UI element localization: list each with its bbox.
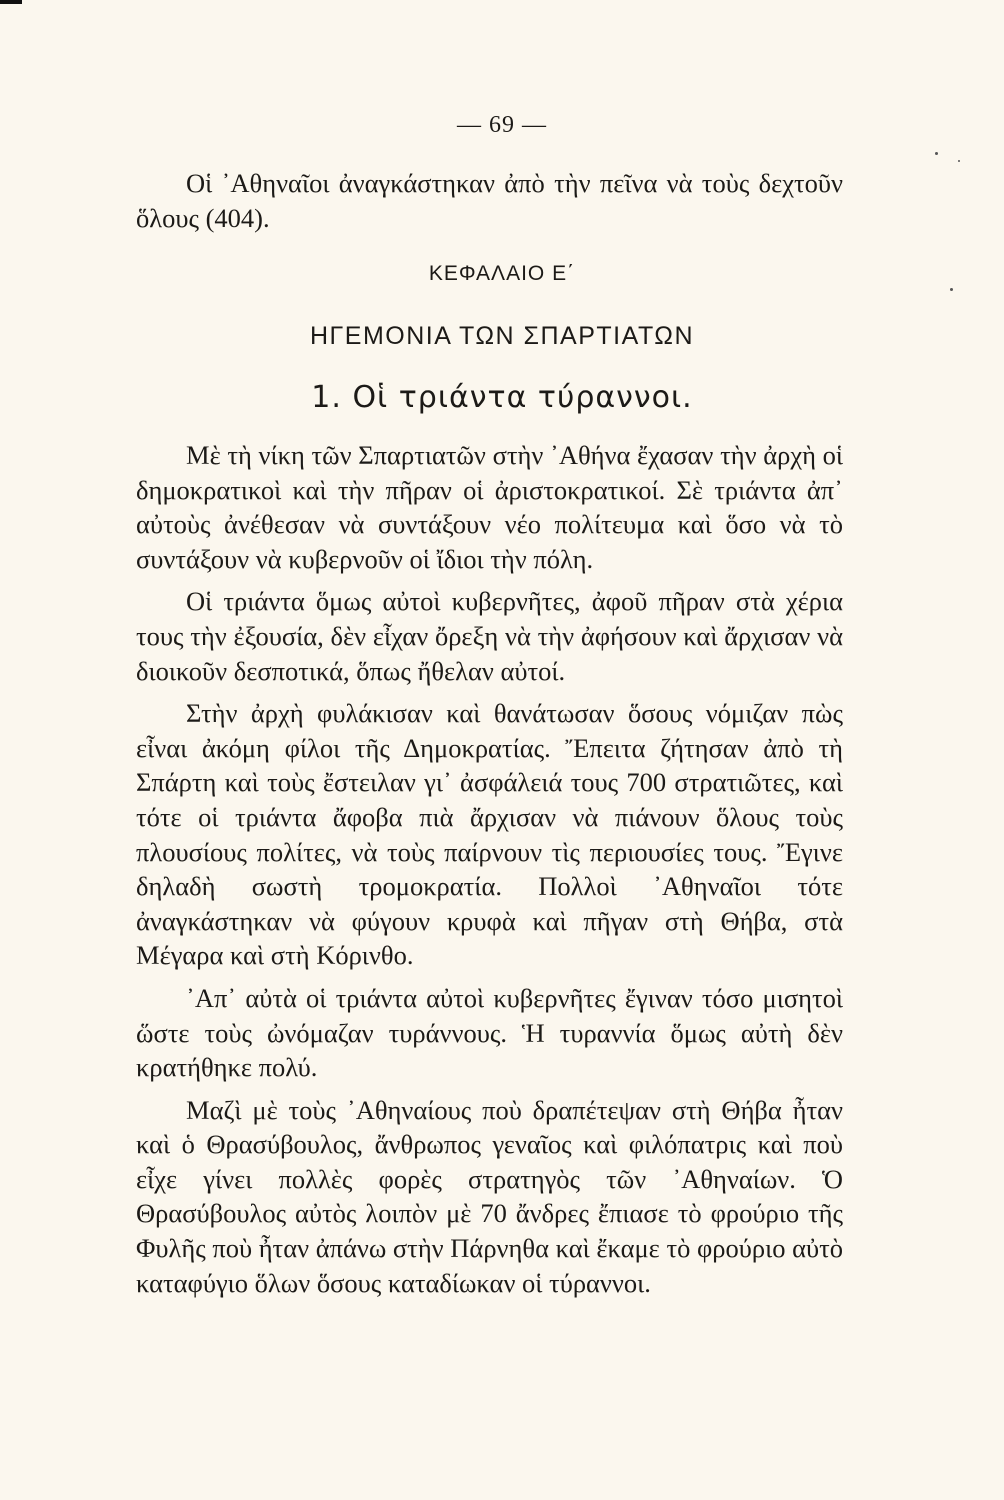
intro-block xyxy=(136,166,843,235)
chapter-heading: ΚΕΦΑΛΑΙΟ Ε΄ xyxy=(428,262,576,285)
scan-speck xyxy=(935,152,938,155)
body-text xyxy=(136,438,843,1300)
scan-edge-mark xyxy=(0,0,22,4)
paragraph: Οἱ τριάντα ὅμως αὐτοὶ κυβερνῆτες, ἀφοῦ πῆραν στὰ χέρια τους τὴν ἐξουσία, δὲν εἶχαν ὄρεξη νὰ τὴν ἀφήσουν καὶ ἄρχισαν νὰ διοικοῦν δεσποτικά, ὅπως ἤθελαν αὐτοί. xyxy=(136,586,843,686)
paragraph: Μαζὶ μὲ τοὺς ᾿Αθηναίους ποὺ δραπέτεψαν στὴ Θήβα ἦταν καὶ ὁ Θρασύβουλος, ἄνθρωπος γεναῖος καὶ φιλόπατρις καὶ ποὺ εἶχε γίνει πολλὲς φορὲς στρατηγὸς τῶν ᾿Αθηναίων. Ὁ Θρασύβουλος αὐτὸς λοιπὸν μὲ 70 ἄνδρες ἔπιασε τὸ φρούριο τῆς Φυλῆς ποὺ ἦταν ἀπάνω στὴν Πάρνηθα καὶ ἔκαμε τὸ φρούριο αὐτὸ καταφύγιο ὅλων ὅσους καταδίωκαν οἱ τύραννοι. xyxy=(136,1094,843,1298)
paragraph: ᾿Απ᾿ αὐτὰ οἱ τριάντα αὐτοὶ κυβερνῆτες ἔγιναν τόσο μισητοὶ ὥστε τοὺς ὠνόμαζαν τυράννους. Ἡ τυραννία ὅμως αὐτὴ δὲν κρατήθηκε πολύ. xyxy=(136,982,843,1083)
scan-speck xyxy=(950,288,953,291)
paragraph: Μὲ τὴ νίκη τῶν Σπαρτιατῶν στὴν ᾿Αθήνα ἔχασαν τὴν ἀρχὴ οἱ δημοκρατικοὶ καὶ τὴν πῆραν οἱ ἀριστοκρατικοί. Σὲ τριάντα ἀπ᾿ αὐτοὺς ἀνέθεσαν νὰ συντάξουν νέο πολίτευμα καὶ ὅσο νὰ τὸ συντάξουν νὰ κυβερνοῦν οἱ ἴδιοι τὴν πόλη. xyxy=(136,440,843,574)
page-number: — 69 — xyxy=(457,112,547,138)
section-title: 1. Οἱ τριάντα τύραννοι. xyxy=(311,380,693,415)
chapter-title: ΗΓΕΜΟΝΙΑ ΤΩΝ ΣΠΑΡΤΙΑΤΩΝ xyxy=(309,322,695,350)
paragraph: Στὴν ἀρχὴ φυλάκισαν καὶ θανάτωσαν ὅσους νόμιζαν πὼς εἶναι ἀκόμη φίλοι τῆς Δημοκρατίας. Ἔπειτα ζήτησαν ἀπὸ τὴ Σπάρτη καὶ τοὺς ἔστειλαν γι᾿ ἀσφάλειά τους 700 στρατιῶτες, καὶ τότε οἱ τριάντα ἄφοβα πιὰ ἄρχισαν νὰ πιάνουν ὅλους τοὺς πλουσίους πολίτες, νὰ τοὺς παίρνουν τὶς περιουσίες τους. Ἔγινε δηλαδὴ σωστὴ τρομοκρατία. Πολλοὶ ᾿Αθηναῖοι τότε ἀναγκάστηκαν νὰ φύγουν κρυφὰ καὶ πῆγαν στὴ Θήβα, στὰ Μέγαρα καὶ στὴ Κόρινθο. xyxy=(136,698,843,971)
scan-speck xyxy=(958,160,960,162)
intro-paragraph: Οἱ ᾿Αθηναῖοι ἀναγκάστηκαν ἀπὸ τὴν πεῖνα νὰ τοὺς δεχτοῦν ὅλους (404). xyxy=(136,168,843,233)
